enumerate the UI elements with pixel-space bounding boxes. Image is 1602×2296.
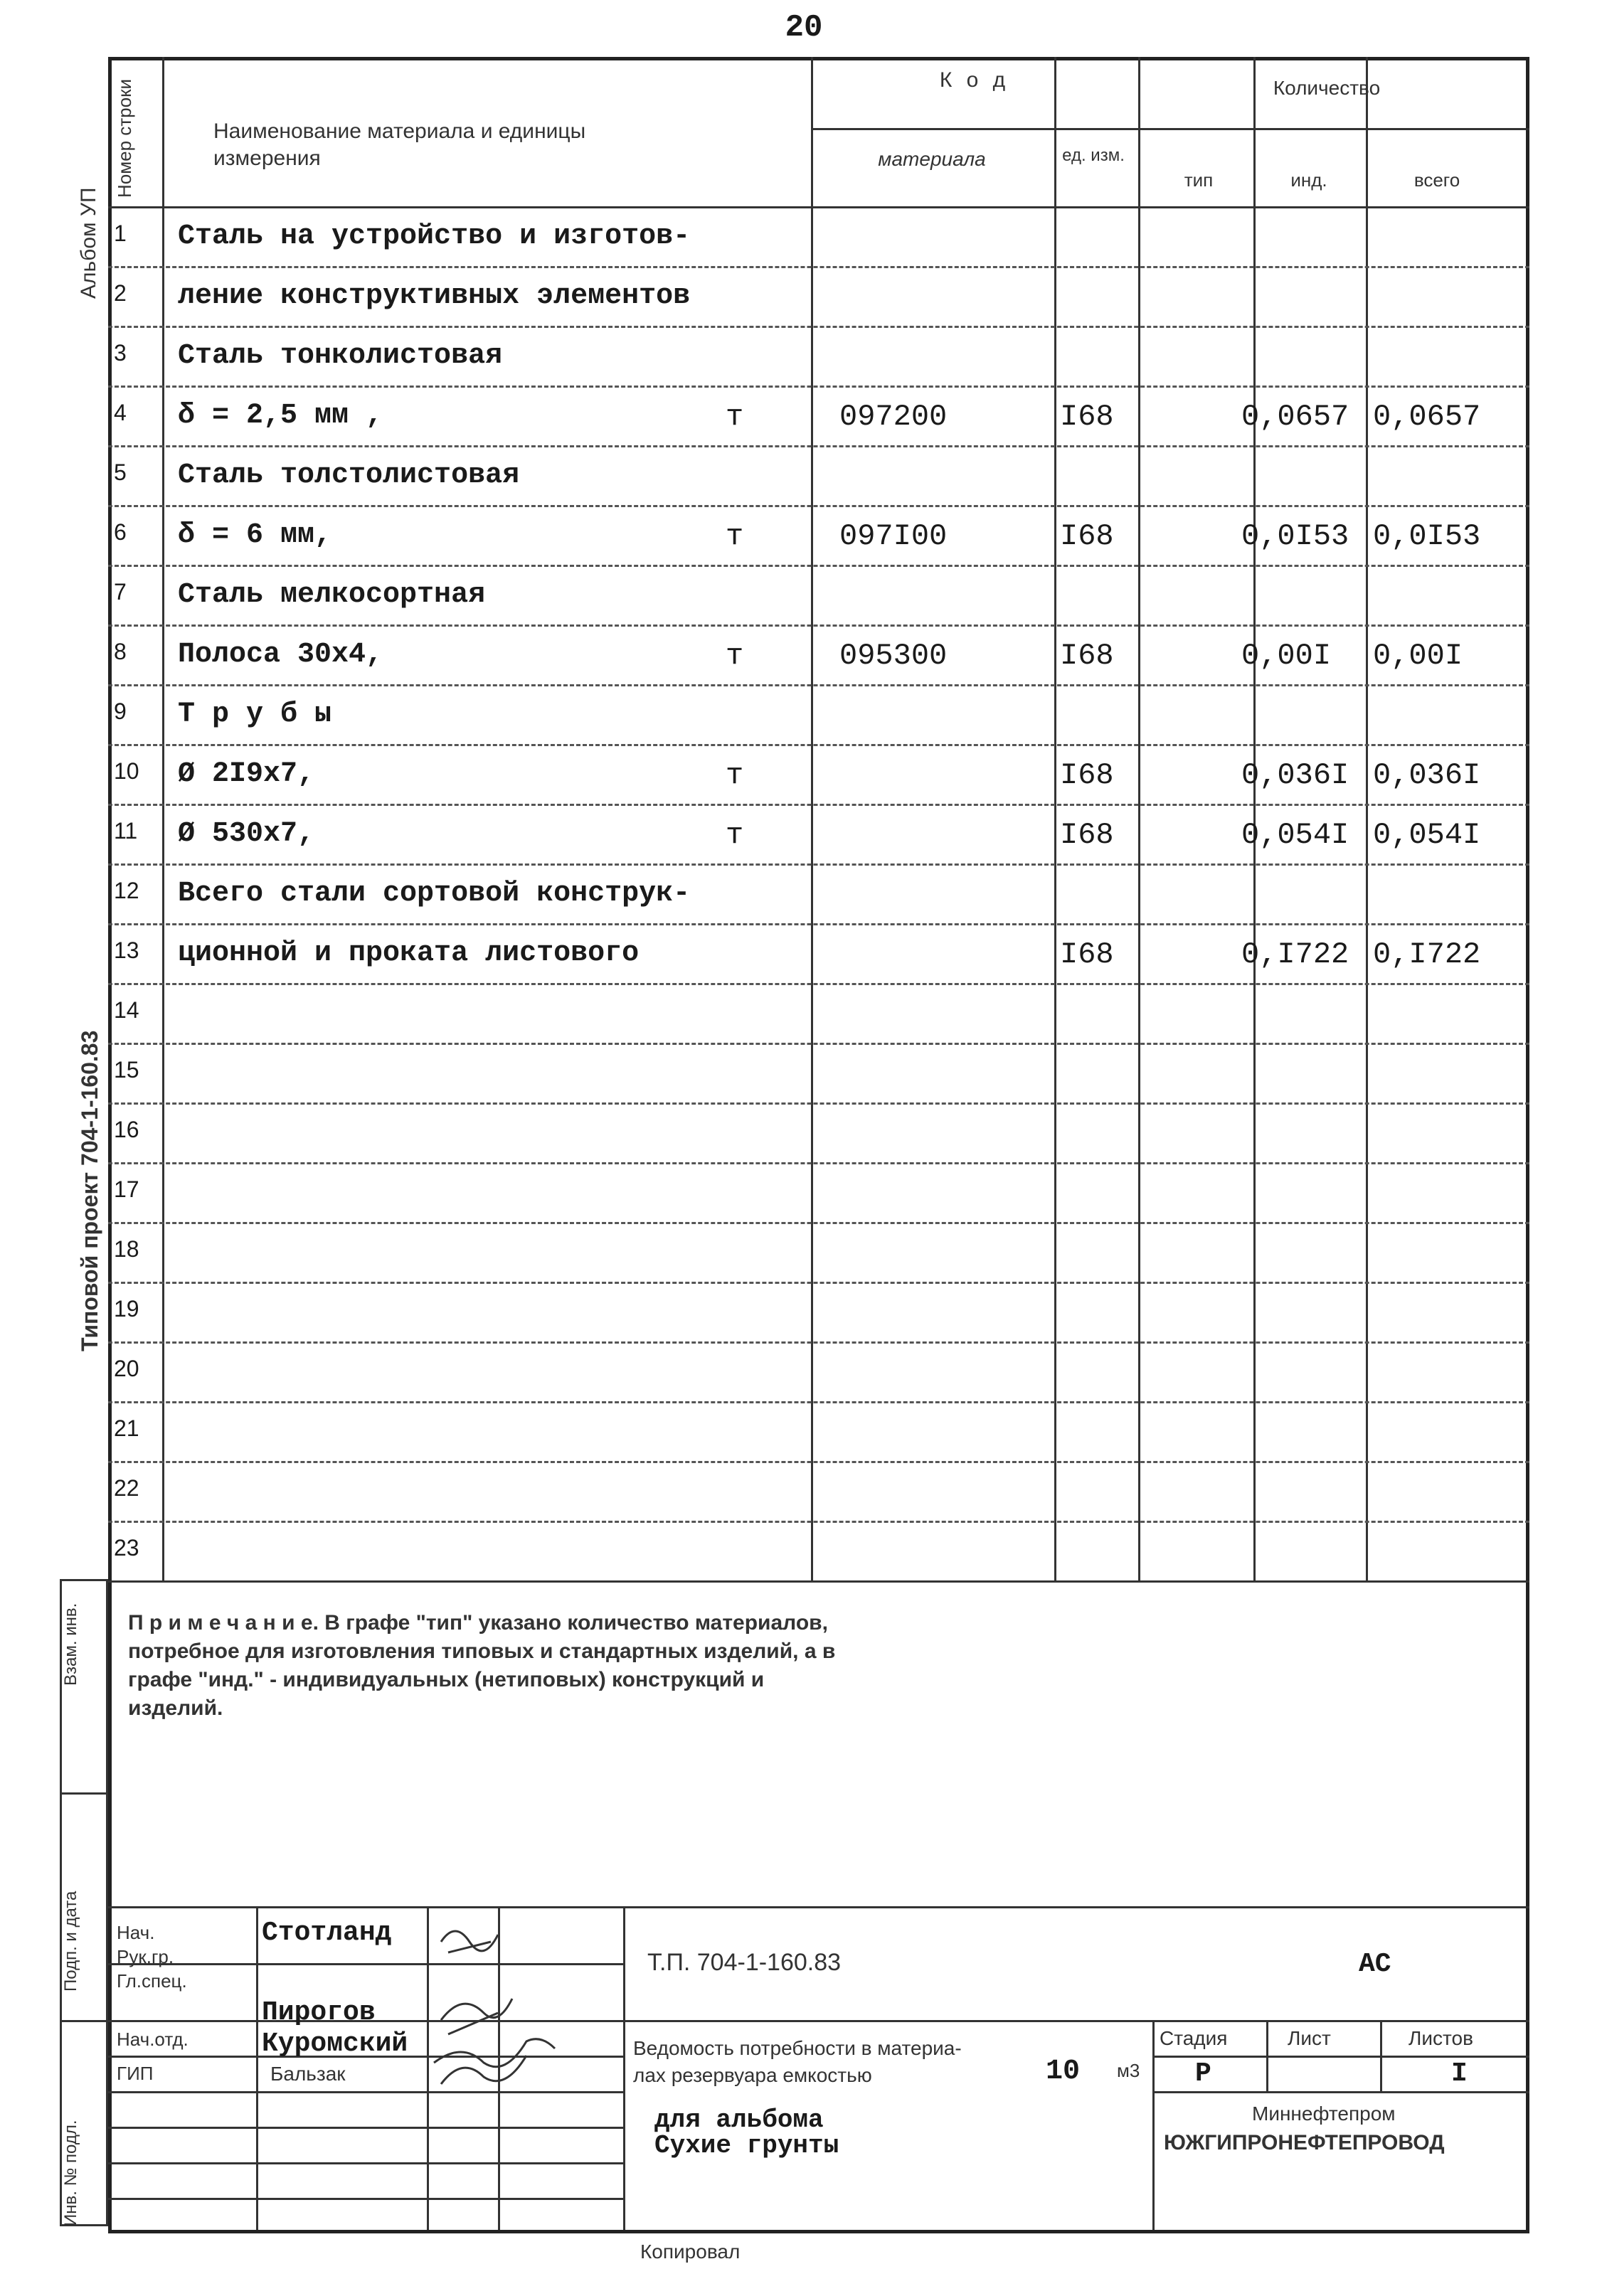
row-number: 5	[114, 459, 127, 485]
header-total: всего	[1413, 169, 1460, 191]
row-number: 20	[114, 1356, 139, 1381]
grid-line	[108, 1521, 1529, 1523]
stamp-volume: 10	[1046, 2056, 1081, 2088]
stamp-role-chief-specialist: Гл.спец.	[117, 1970, 187, 1992]
row-ind: 0,00I	[1241, 639, 1332, 673]
stamp-sheets-label: Листов	[1409, 2027, 1473, 2049]
row-unit: I68	[1060, 400, 1114, 434]
header-typ: тип	[1184, 169, 1214, 191]
grid-line	[108, 983, 1529, 985]
grid-line	[1138, 57, 1140, 1580]
side-stamp-strip	[60, 1579, 108, 2226]
grid-line	[108, 1341, 1529, 1344]
grid-line	[108, 386, 1529, 388]
row-number: 8	[114, 639, 127, 664]
grid-line	[108, 1580, 1529, 1583]
grid-line	[1054, 57, 1056, 1580]
inv-orig-side-label: Инв. № подл.	[61, 2120, 80, 2226]
grid-line	[108, 863, 1529, 866]
row-ind: 0,0I53	[1241, 519, 1349, 553]
stamp-role-group-lead: Рук.гр.	[117, 1946, 174, 1967]
stamp-description-line1: Ведомость потребности в материа-	[633, 2037, 962, 2059]
project-side-label: Типовой проект 704-1-160.83	[77, 1030, 102, 1351]
grid-line	[1366, 57, 1368, 1580]
note-text: П р и м е ч а н и е. В графе "тип" указано количество материалов, потребное для изготовления типовых и стандартных изделий, а в графе "инд." - индивидуальных (нетиповых) конструкций и изделий.	[128, 1611, 836, 1720]
row-number: 16	[114, 1117, 139, 1142]
row-number: 12	[114, 878, 139, 903]
row-name: δ = 6 мм,	[178, 519, 332, 551]
grid-line	[108, 804, 1529, 806]
inv-side-label: Взам. инв.	[61, 1603, 80, 1686]
page-number: 20	[785, 10, 823, 46]
stamp-org-line2: ЮЖГИПРОНЕФТЕПРОВОД	[1164, 2131, 1445, 2154]
album-label: Альбом УП	[77, 187, 100, 299]
stamp-name-balzak: Бальзак	[270, 2063, 346, 2085]
row-code: 097200	[839, 400, 948, 434]
row-number: 9	[114, 698, 127, 724]
grid-line	[108, 445, 1529, 447]
grid-line	[108, 1162, 1529, 1164]
row-name: Сталь толстолистовая	[178, 459, 520, 491]
row-code: 095300	[839, 639, 948, 673]
header-unit: ед. изм.	[1062, 146, 1125, 165]
row-ind: 0,054I	[1241, 818, 1349, 852]
row-number: 2	[114, 280, 127, 306]
row-number: 4	[114, 400, 127, 425]
grid-line	[108, 565, 1529, 567]
row-name: Полоса 30х4,	[178, 639, 383, 671]
row-unit: I68	[1060, 818, 1114, 852]
row-name: Сталь мелкосортная	[178, 579, 486, 611]
row-mark: т	[726, 639, 744, 673]
row-number: 14	[114, 997, 139, 1023]
sign-date-side-label: Подп. и дата	[61, 1891, 80, 1992]
row-mark: т	[726, 758, 744, 792]
grid-line	[108, 206, 1529, 208]
row-mark: т	[726, 818, 744, 852]
stamp-org-line1: Миннефтепром	[1252, 2103, 1396, 2125]
row-ind: 0,I722	[1241, 937, 1349, 972]
row-number: 15	[114, 1057, 139, 1083]
row-number: 13	[114, 937, 139, 963]
row-unit: I68	[1060, 639, 1114, 673]
row-name: Ø 2I9х7,	[178, 758, 315, 790]
stamp-role-dept-head: Нач.отд.	[117, 2029, 189, 2050]
stamp-description-line2: лах резервуара емкостью	[633, 2064, 872, 2086]
grid-line	[811, 57, 813, 1580]
header-code: К о д	[939, 68, 1010, 92]
row-total: 0,054I	[1373, 818, 1481, 852]
row-unit: I68	[1060, 519, 1114, 553]
grid-line	[108, 266, 1529, 268]
grid-line	[108, 1222, 1529, 1224]
row-name: Сталь на устройство и изготов-	[178, 220, 691, 253]
stamp-name-kuromsky: Куромский	[262, 2029, 408, 2059]
grid-line	[108, 744, 1529, 746]
grid-line	[108, 625, 1529, 627]
signatures-drawing	[427, 1913, 619, 2098]
row-unit: I68	[1060, 937, 1114, 972]
row-name: Сталь тонколистовая	[178, 340, 503, 372]
row-mark: т	[726, 519, 744, 553]
header-name: Наименование материала и единицы измерения	[213, 119, 586, 170]
grid-line	[108, 1461, 1529, 1463]
stamp-volume-unit: м3	[1117, 2060, 1140, 2081]
grid-line	[108, 1282, 1529, 1284]
grid-line	[108, 923, 1529, 925]
stamp-sheets-value: I	[1451, 2058, 1468, 2089]
row-total: 0,I722	[1373, 937, 1481, 972]
row-name: ление конструктивных элементов	[178, 280, 691, 312]
row-number: 11	[114, 818, 138, 844]
stamp-name-pirogov: Пирогов	[262, 1997, 376, 2028]
stamp-description-line3: для альбома	[654, 2105, 824, 2135]
grid-line	[108, 1401, 1529, 1403]
stamp-sheet-code: АС	[1359, 1949, 1391, 1979]
row-code: 097I00	[839, 519, 948, 553]
row-number: 6	[114, 519, 127, 545]
row-number: 22	[114, 1475, 139, 1501]
row-name: ционной и проката листового	[178, 937, 640, 969]
grid-line	[811, 128, 1529, 130]
stamp-project-code: Т.П. 704-1-160.83	[647, 1949, 842, 1976]
grid-line	[108, 505, 1529, 507]
row-number: 3	[114, 340, 127, 366]
stamp-description-line4: Сухие грунты	[654, 2131, 839, 2160]
header-quantity: Количество	[1273, 77, 1381, 99]
row-number: 17	[114, 1176, 139, 1202]
row-number: 19	[114, 1296, 139, 1322]
row-number: 23	[114, 1535, 139, 1561]
row-ind: 0,036I	[1241, 758, 1349, 792]
copied-label: Копировал	[640, 2241, 741, 2263]
header-row-number: Номер строки	[114, 79, 135, 198]
row-number: 21	[114, 1415, 139, 1441]
stamp-stage-label: Стадия	[1160, 2027, 1228, 2049]
grid-line	[108, 1043, 1529, 1045]
row-name: Всего стали сортовой конструк-	[178, 878, 691, 910]
header-material: материала	[878, 148, 986, 170]
row-total: 0,036I	[1373, 758, 1481, 792]
grid-line	[108, 326, 1529, 328]
row-number: 10	[114, 758, 139, 784]
row-number: 1	[114, 220, 127, 246]
header-ind: инд.	[1290, 169, 1327, 191]
row-name: Ø 530х7,	[178, 818, 315, 850]
stamp-role-head: Нач.	[117, 1922, 155, 1943]
row-name: δ = 2,5 мм ,	[178, 400, 383, 432]
grid-line	[108, 1102, 1529, 1105]
row-total: 0,0657	[1373, 400, 1481, 434]
row-name: Т р у б ы	[178, 698, 332, 730]
row-number: 18	[114, 1236, 139, 1262]
row-ind: 0,0657	[1241, 400, 1349, 434]
stamp-role-chief-engineer: ГИП	[117, 2063, 154, 2084]
grid-line	[108, 684, 1529, 686]
stamp-name-stotland: Стотланд	[262, 1918, 392, 1948]
row-total: 0,0I53	[1373, 519, 1481, 553]
stamp-sheet-label: Лист	[1288, 2027, 1331, 2049]
row-number: 7	[114, 579, 127, 605]
row-total: 0,00I	[1373, 639, 1463, 673]
stamp-stage-value: Р	[1195, 2058, 1211, 2089]
row-unit: I68	[1060, 758, 1114, 792]
row-mark: т	[726, 400, 744, 434]
